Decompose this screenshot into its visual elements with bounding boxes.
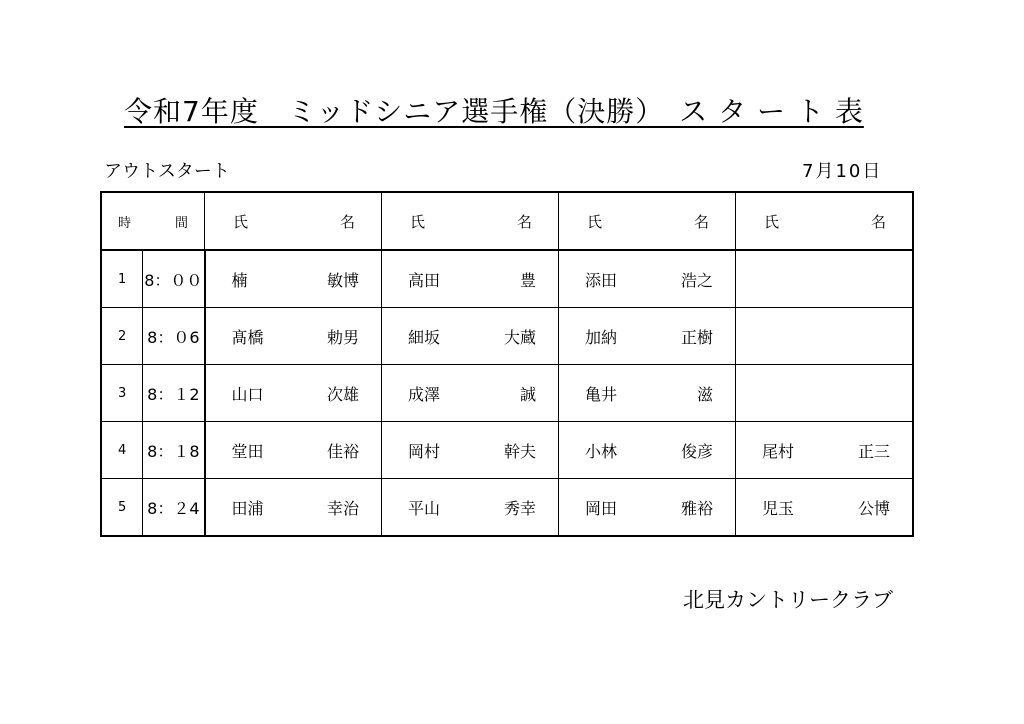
- player-cell: [205, 422, 382, 479]
- player-cell: [205, 308, 382, 365]
- tee-time: 8：１8: [143, 422, 205, 479]
- player-given-name: 公博: [857, 498, 890, 518]
- player-cell: [559, 250, 736, 308]
- player-family-name: 高田: [408, 270, 441, 290]
- name-header-4: [736, 192, 914, 250]
- player-given-name: 誠: [519, 384, 536, 404]
- player-given-name: 佳裕: [326, 441, 359, 461]
- player-cell: [736, 422, 914, 479]
- page-title: 令和7年度 ミッドシニア選手権（決勝） ス タ ー ト 表: [124, 95, 864, 128]
- player-given-name: 幹夫: [503, 441, 536, 461]
- player-family-name: 亀井: [585, 384, 618, 404]
- player-cell: [382, 422, 559, 479]
- tee-time: 8：２4: [143, 479, 205, 537]
- player-given-name: 秀幸: [503, 498, 536, 518]
- name-header-3-given: 名: [693, 212, 709, 231]
- player-given-name: 次雄: [326, 384, 359, 404]
- player-cell: [736, 308, 914, 365]
- player-cell: [559, 479, 736, 537]
- player-cell: [205, 479, 382, 537]
- row-number: 5: [101, 479, 143, 537]
- table-row: [101, 250, 913, 308]
- table-header-row: [101, 192, 913, 250]
- player-given-name: 雅裕: [680, 498, 713, 518]
- table-row: [101, 365, 913, 422]
- tee-time: 8：０6: [143, 308, 205, 365]
- start-table: [100, 191, 914, 537]
- name-header-3: [559, 192, 736, 250]
- player-family-name: 山口: [231, 384, 264, 404]
- player-given-name: 浩之: [680, 270, 713, 290]
- player-cell: [736, 365, 914, 422]
- tee-time: 8：１2: [143, 365, 205, 422]
- player-given-name: 俊彦: [680, 441, 713, 461]
- player-cell: [382, 479, 559, 537]
- player-cell: [559, 422, 736, 479]
- start-type-label: アウトスタート: [104, 161, 230, 182]
- table-row: [101, 479, 913, 537]
- player-family-name: 田浦: [231, 498, 264, 518]
- table-row: [101, 422, 913, 479]
- date-label: 7月10日: [802, 161, 883, 182]
- row-number: 4: [101, 422, 143, 479]
- name-header-2-given: 名: [516, 212, 532, 231]
- row-number: 2: [101, 308, 143, 365]
- player-given-name: 敏博: [326, 270, 359, 290]
- player-cell: [559, 308, 736, 365]
- player-cell: [205, 365, 382, 422]
- club-name: 北見カントリークラブ: [683, 588, 893, 612]
- player-family-name: 楠: [231, 270, 248, 290]
- player-family-name: 髙橋: [231, 327, 264, 347]
- time-header-char-2: 間: [174, 215, 188, 231]
- player-given-name: 勅男: [326, 327, 359, 347]
- time-header-char-1: 時: [118, 215, 132, 231]
- player-given-name: 正樹: [680, 327, 713, 347]
- player-cell: [736, 479, 914, 537]
- tee-time: 8：００: [143, 250, 205, 308]
- name-header-2: [382, 192, 559, 250]
- table-row: [101, 308, 913, 365]
- name-header-1-family: 氏: [233, 212, 249, 231]
- player-family-name: 添田: [585, 270, 618, 290]
- player-family-name: 尾村: [762, 441, 795, 461]
- player-given-name: 幸治: [326, 498, 359, 518]
- player-family-name: 岡村: [408, 441, 441, 461]
- player-family-name: 細坂: [408, 327, 441, 347]
- name-header-1-given: 名: [339, 212, 355, 231]
- player-family-name: 加納: [585, 327, 618, 347]
- player-family-name: 成澤: [408, 384, 441, 404]
- player-given-name: 大蔵: [503, 327, 536, 347]
- player-family-name: 堂田: [231, 441, 264, 461]
- name-header-4-given: 名: [870, 212, 886, 231]
- time-header: [101, 192, 205, 250]
- player-cell: [382, 308, 559, 365]
- player-cell: [205, 250, 382, 308]
- player-given-name: 正三: [857, 441, 890, 461]
- player-cell: [382, 365, 559, 422]
- player-family-name: 児玉: [762, 498, 795, 518]
- player-family-name: 岡田: [585, 498, 618, 518]
- row-number: 1: [101, 250, 143, 308]
- player-cell: [382, 250, 559, 308]
- player-given-name: 豊: [519, 270, 536, 290]
- name-header-4-family: 氏: [764, 212, 780, 231]
- name-header-1: [205, 192, 382, 250]
- name-header-2-family: 氏: [410, 212, 426, 231]
- name-header-3-family: 氏: [587, 212, 603, 231]
- player-cell: [736, 250, 914, 308]
- player-cell: [559, 365, 736, 422]
- row-number: 3: [101, 365, 143, 422]
- player-family-name: 平山: [408, 498, 441, 518]
- player-family-name: 小林: [585, 441, 618, 461]
- player-given-name: 滋: [696, 384, 713, 404]
